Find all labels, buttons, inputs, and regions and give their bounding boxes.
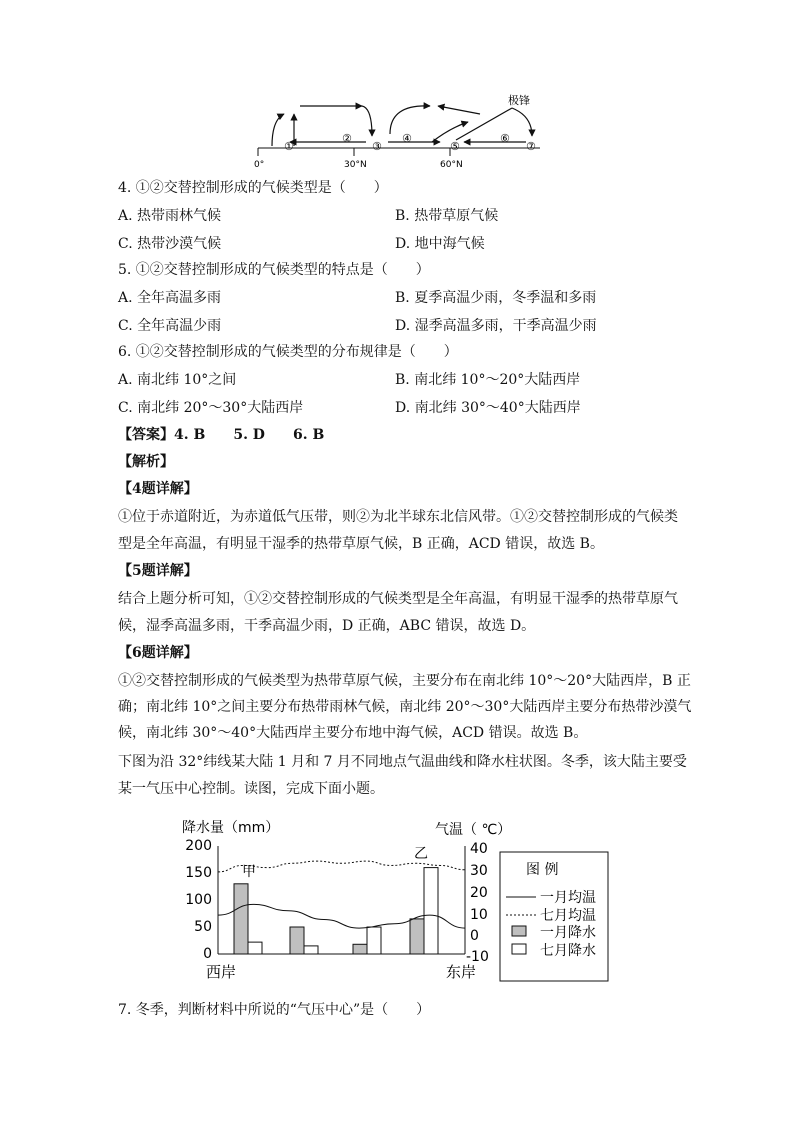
marker-2: ② — [342, 132, 352, 145]
q5-detail-line-1: 结合上题分析可知，①②交替控制形成的气候类型是全年高温，有明显干湿季的热带草原气 — [118, 591, 678, 607]
point-label-yi: 乙 — [414, 846, 428, 862]
y-left-tick-100: 100 — [185, 892, 212, 908]
legend-swatch-jan-precip — [512, 926, 526, 936]
marker-7: ⑦ — [526, 140, 536, 153]
jan-precip-bar-3 — [353, 944, 367, 954]
wind-belt-diagram — [250, 90, 550, 172]
jul-precip-bar-3 — [367, 927, 381, 954]
marker-4: ④ — [402, 132, 412, 145]
jul-precip-bar-2 — [304, 946, 318, 954]
q4-option-d[interactable]: D. 地中海气候 — [395, 236, 485, 252]
q6-detail-line-2: 确；南北纬 10°之间主要分布热带雨林气候，南北纬 20°～30°大陆西岸主要分布热带沙漠气 — [118, 699, 692, 715]
q4-detail-line-1: ①位于赤道附近，为赤道低气压带，则②为北半球东北信风带。①②交替控制形成的气候类 — [118, 509, 678, 525]
q5-option-c[interactable]: C. 全年高温少雨 — [118, 318, 222, 334]
x-left-label: 西岸 — [206, 963, 237, 981]
q6-detail-heading: 【6题详解】 — [118, 645, 198, 661]
q5-option-a[interactable]: A. 全年高温多雨 — [118, 290, 222, 306]
q5-detail-line-2: 候，湿季高温多雨，干季高温少雨，D 正确，ABC 错误，故选 D。 — [118, 618, 536, 634]
legend-jan-temp: 一月均温 — [540, 890, 596, 906]
marker-1: ① — [284, 140, 294, 153]
y-left-tick-0: 0 — [203, 946, 212, 962]
tick-0: 0° — [254, 160, 265, 170]
legend-jul-precip: 七月降水 — [540, 943, 596, 959]
q6-stem: 6. ①②交替控制形成的气候类型的分布规律是（ ） — [118, 344, 458, 360]
q5-option-d[interactable]: D. 湿季高温多雨，干季高温少雨 — [395, 318, 597, 334]
legend-jan-precip: 一月降水 — [540, 925, 596, 941]
marker-6: ⑥ — [500, 132, 510, 145]
y-left-tick-200: 200 — [185, 838, 212, 854]
y-right-tick-40: 40 — [470, 841, 488, 857]
y-right-tick-0: 0 — [470, 928, 479, 944]
climate-chart — [178, 814, 618, 986]
analysis-heading: 【解析】 — [118, 454, 174, 470]
jan-precip-bar-4 — [410, 919, 424, 954]
intro-line-1: 下图为沿 32°纬线某大陆 1 月和 7 月不同地点气温曲线和降水柱状图。冬季，该大陆主要受 — [118, 754, 687, 770]
marker-5: ⑤ — [450, 140, 460, 153]
q4-detail-line-2: 型是全年高温，有明显干湿季的热带草原气候，B 正确，ACD 错误，故选 B。 — [118, 536, 604, 552]
q4-stem: 4. ①②交替控制形成的气候类型是（ ） — [118, 180, 388, 196]
y-right-tick-20: 20 — [470, 885, 488, 901]
answer-line: 【答案】4. B 5. D 6. B — [118, 427, 325, 443]
q6-detail-line-3: 候，南北纬 30°～40°大陆西岸主要分布地中海气候，ACD 错误。故选 B。 — [118, 725, 588, 741]
legend-jul-temp: 七月均温 — [540, 908, 596, 924]
y-left-label: 降水量（mm） — [182, 820, 280, 836]
q6-option-c[interactable]: C. 南北纬 20°～30°大陆西岸 — [118, 400, 304, 416]
y-left-tick-50: 50 — [194, 919, 212, 935]
q6-option-a[interactable]: A. 南北纬 10°之间 — [118, 372, 237, 388]
jul-precip-bar-4 — [424, 868, 438, 954]
polar-front-label: 极锋 — [508, 94, 530, 107]
q4-option-b[interactable]: B. 热带草原气候 — [395, 208, 499, 224]
tick-30n: 30°N — [344, 160, 367, 170]
tick-60n: 60°N — [440, 160, 463, 170]
q7-stem: 7. 冬季，判断材料中所说的“气压中心”是（ ） — [118, 1002, 431, 1018]
y-right-label: 气温（ ℃） — [435, 822, 512, 838]
y-right-tick-10: 10 — [470, 907, 488, 923]
y-left-tick-150: 150 — [185, 865, 212, 881]
x-right-label: 东岸 — [446, 963, 477, 981]
y-right-tick-neg10: -10 — [466, 949, 489, 965]
point-label-jia: 甲 — [242, 864, 256, 880]
q4-option-c[interactable]: C. 热带沙漠气候 — [118, 236, 222, 252]
legend-title: 图 例 — [526, 862, 559, 878]
marker-3: ③ — [372, 140, 382, 153]
jan-precip-bar-1 — [234, 884, 248, 954]
legend-swatch-jul-precip — [512, 944, 526, 954]
q5-option-b[interactable]: B. 夏季高温少雨，冬季温和多雨 — [395, 290, 597, 306]
jul-precip-bar-1 — [248, 942, 262, 954]
y-right-tick-30: 30 — [470, 863, 488, 879]
q6-detail-line-1: ①②交替控制形成的气候类型为热带草原气候，主要分布在南北纬 10°～20°大陆西岸，B 正 — [118, 673, 691, 689]
jan-precip-bar-2 — [290, 927, 304, 954]
intro-line-2: 某一气压中心控制。读图，完成下面小题。 — [118, 781, 384, 797]
q6-option-d[interactable]: D. 南北纬 30°～40°大陆西岸 — [395, 400, 581, 416]
q5-stem: 5. ①②交替控制形成的气候类型的特点是（ ） — [118, 262, 430, 278]
q6-option-b[interactable]: B. 南北纬 10°～20°大陆西岸 — [395, 372, 581, 388]
q4-option-a[interactable]: A. 热带雨林气候 — [118, 208, 222, 224]
q5-detail-heading: 【5题详解】 — [118, 563, 198, 579]
q4-detail-heading: 【4题详解】 — [118, 481, 198, 497]
